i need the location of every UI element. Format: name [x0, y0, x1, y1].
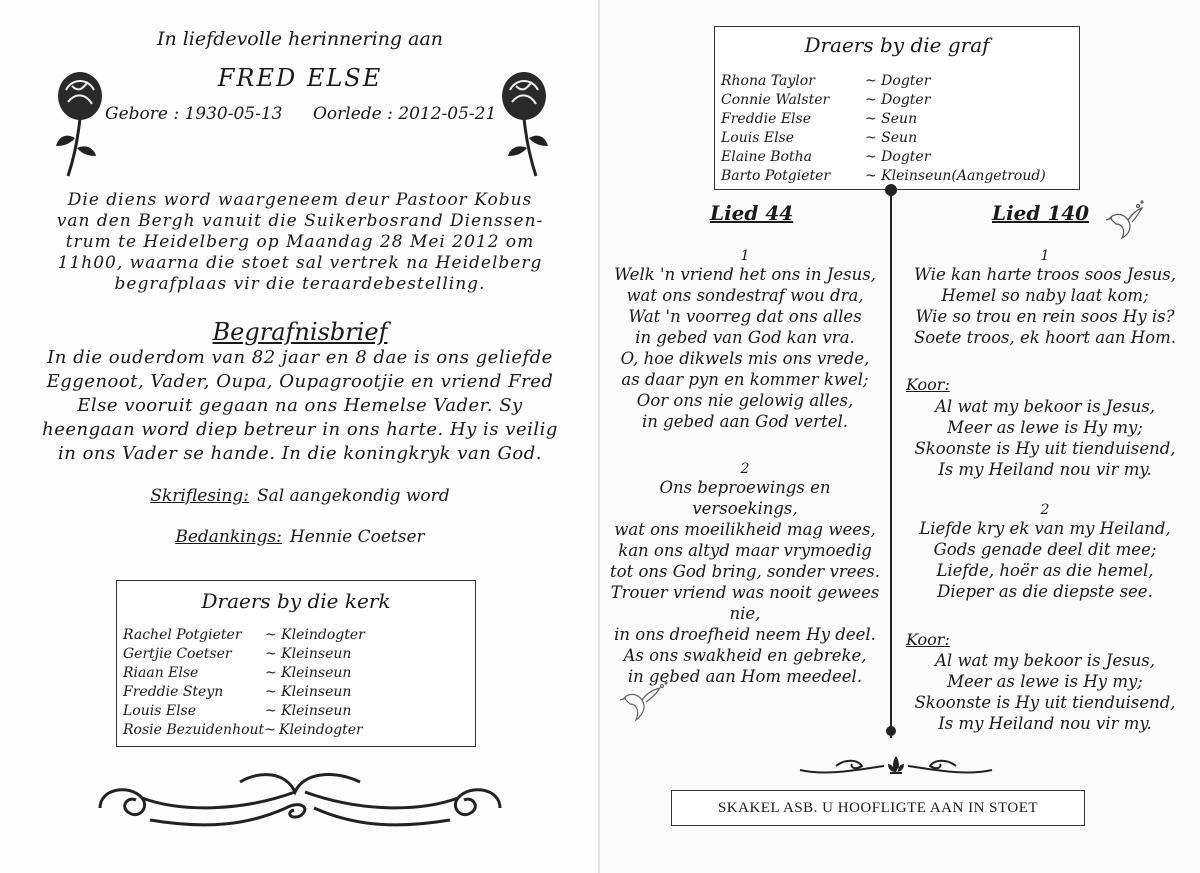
begrafnisbrief-heading: Begrafnisbrief	[212, 318, 388, 346]
right-page	[600, 0, 1200, 873]
text-line: 11h00, waarna die stoet sal vertrek na Heidelberg	[57, 253, 543, 273]
bearer-name: Freddie Steyn	[123, 684, 224, 700]
skriflesing-line	[0, 486, 600, 506]
verse-line: Al wat my bekoor is Jesus,	[935, 397, 1155, 416]
verse-line: Meer as lewe is Hy my;	[947, 418, 1143, 437]
skriflesing-value: Sal aangekondig word	[256, 486, 450, 506]
verse-line: nie,	[729, 604, 761, 623]
verse-line: Meer as lewe is Hy my;	[947, 672, 1143, 691]
hymn-44-verse-2	[610, 461, 880, 687]
hymn-44-verse-1	[610, 248, 880, 432]
verse-line: Skoonste is Hy uit tienduisend,	[914, 693, 1176, 712]
text-line: van den Bergh vanuit die Suikerbosrand Dienssen-	[56, 211, 544, 231]
skriflesing-label: Skriflesing:	[150, 486, 249, 506]
bearer-relation: ~ Dogter	[865, 149, 931, 165]
bearer-relation: ~ Kleinseun(Aangetroud)	[865, 168, 1046, 184]
verse-line: wat ons sondestraf wou dra,	[626, 286, 864, 305]
koor-label: Koor:	[906, 630, 950, 649]
bedankings-line	[0, 527, 600, 547]
verse-number: 1	[740, 248, 750, 264]
verse-line: Skoonste is Hy uit tienduisend,	[914, 439, 1176, 458]
begrafnisbrief-text	[30, 346, 570, 466]
verse-line: As ons swakheid en gebreke,	[623, 646, 867, 665]
rose-right-icon	[494, 68, 554, 178]
birth-date: Gebore : 1930-05-13	[105, 104, 283, 124]
verse-line: Wie kan harte troos soos Jesus,	[914, 265, 1176, 284]
service-paragraph	[30, 190, 570, 295]
bearer-name: Elaine Botha	[721, 149, 812, 165]
column-divider	[890, 188, 892, 738]
text-line: trum te Heidelberg op Maandag 28 Mei 2012 om	[65, 232, 535, 252]
hymn-140-verse-1	[900, 248, 1190, 348]
bearer-name: Rhona Taylor	[721, 73, 815, 89]
hymn-140-title: Lied 140	[992, 201, 1090, 225]
verse-line: Wie so trou en rein soos Hy is?	[915, 307, 1175, 326]
headlights-notice: SKAKEL ASB. U HOOFLIGTE AAN IN STOET	[671, 790, 1085, 826]
bearer-relation: ~ Kleinseun	[265, 703, 352, 719]
death-date: Oorlede : 2012-05-21	[313, 104, 497, 124]
dove-bottom-icon	[618, 680, 668, 726]
grave-bearers-title: Draers by die graf	[804, 33, 990, 57]
verse-line: Oor ons nie gelowig alles,	[636, 391, 854, 410]
verse-line: Liefde kry ek van my Heiland,	[919, 519, 1171, 538]
bearer-name: Rosie Bezuidenhout~	[123, 722, 276, 738]
grave-bearers-box	[714, 26, 1080, 190]
bearer-name: Louis Else	[123, 703, 197, 719]
verse-line: Wat 'n voorreg dat ons alles	[628, 307, 862, 326]
bedankings-label: Bedankings:	[175, 527, 282, 547]
rose-left-icon	[50, 68, 110, 178]
verse-line: Dieper as die diepste see.	[937, 582, 1153, 601]
verse-line: Ons beproewings en versoekings,	[659, 478, 831, 518]
bearer-name: Connie Walster	[721, 92, 830, 108]
church-bearers-box	[116, 580, 476, 747]
text-line: In die ouderdom van 82 jaar en 8 dae is ons geliefde	[47, 347, 553, 368]
memorial-intro: In liefdevolle herinnering aan	[156, 28, 444, 50]
bearer-relation: ~ Seun	[865, 130, 918, 146]
text-line: in ons Vader se hande. In die koningkryk van God.	[58, 443, 542, 464]
text-line: Else vooruit gegaan na ons Hemelse Vader. Sy	[77, 395, 523, 416]
verse-line: tot ons God bring, sonder vrees.	[610, 562, 880, 581]
verse-line: Gods genade deel dit mee;	[933, 540, 1157, 559]
hymn-140-chorus-2	[900, 650, 1190, 734]
bedankings-value: Hennie Coetser	[289, 527, 425, 547]
fleur-de-lis-ornament-icon	[796, 752, 996, 782]
bearer-name: Gertjie Coetser	[123, 646, 232, 662]
bearer-name: Barto Potgieter	[721, 168, 831, 184]
deceased-name: FRED ELSE	[217, 64, 383, 92]
verse-number: 2	[1040, 502, 1050, 518]
verse-line: in gebed aan God vertel.	[642, 412, 848, 431]
bearer-relation: Kleindogter	[279, 722, 363, 738]
verse-line: Is my Heiland nou vir my.	[938, 714, 1152, 733]
verse-line: Hemel so naby laat kom;	[941, 286, 1149, 305]
dove-top-icon	[1102, 198, 1146, 242]
verse-line: Welk 'n vriend het ons in Jesus,	[614, 265, 876, 284]
verse-line: as daar pyn en kommer kwel;	[621, 370, 869, 389]
verse-number: 2	[740, 461, 750, 477]
hymn-140-verse-2	[900, 502, 1190, 602]
text-line: begrafplaas vir die teraardebestelling.	[114, 274, 486, 294]
text-line: heengaan word diep betreur in ons harte. Hy is veilig	[42, 419, 558, 440]
church-bearers-title: Draers by die kerk	[201, 589, 391, 613]
text-line: Eggenoot, Vader, Oupa, Oupagrootjie en vriend Fred	[46, 371, 554, 392]
verse-line: Trouer vriend was nooit gewees	[610, 583, 880, 602]
bearer-relation: ~ Dogter	[865, 73, 931, 89]
bearer-relation: ~ Kleinseun	[265, 646, 352, 662]
hymn-44-title: Lied 44	[710, 201, 794, 225]
divider-bottom-dot	[886, 726, 896, 736]
verse-line: wat ons moeilikheid mag wees,	[614, 520, 876, 539]
bearer-name: Rachel Potgieter	[123, 627, 242, 643]
bearer-relation: ~ Kleinseun	[265, 665, 352, 681]
bearer-name: Freddie Else	[721, 111, 811, 127]
bearer-relation: ~ Dogter	[865, 92, 931, 108]
scroll-ornament-icon	[90, 768, 510, 832]
verse-line: in gebed van God kan vra.	[635, 328, 855, 347]
verse-line: O, hoe dikwels mis ons vrede,	[620, 349, 870, 368]
verse-line: Is my Heiland nou vir my.	[938, 460, 1152, 479]
text-line: Die diens word waargeneem deur Pastoor Kobus	[67, 190, 533, 210]
bearer-name: Louis Else	[721, 130, 795, 146]
bearer-relation: ~ Kleinseun	[265, 684, 352, 700]
bearer-relation: ~ Seun	[865, 111, 918, 127]
verse-number: 1	[1040, 248, 1050, 264]
verse-line: Liefde, hoër as die hemel,	[936, 561, 1154, 580]
verse-line: Al wat my bekoor is Jesus,	[935, 651, 1155, 670]
koor-label: Koor:	[906, 375, 950, 394]
bearer-relation: ~ Kleindogter	[265, 627, 365, 643]
verse-line: in gebed aan Hom meedeel.	[627, 667, 863, 686]
hymn-140-chorus-1	[900, 396, 1190, 480]
bearer-name: Riaan Else	[123, 665, 199, 681]
verse-line: in ons droefheid neem Hy deel.	[614, 625, 876, 644]
verse-line: kan ons altyd maar vrymoedig	[618, 541, 872, 560]
verse-line: Soete troos, ek hoort aan Hom.	[913, 328, 1176, 347]
